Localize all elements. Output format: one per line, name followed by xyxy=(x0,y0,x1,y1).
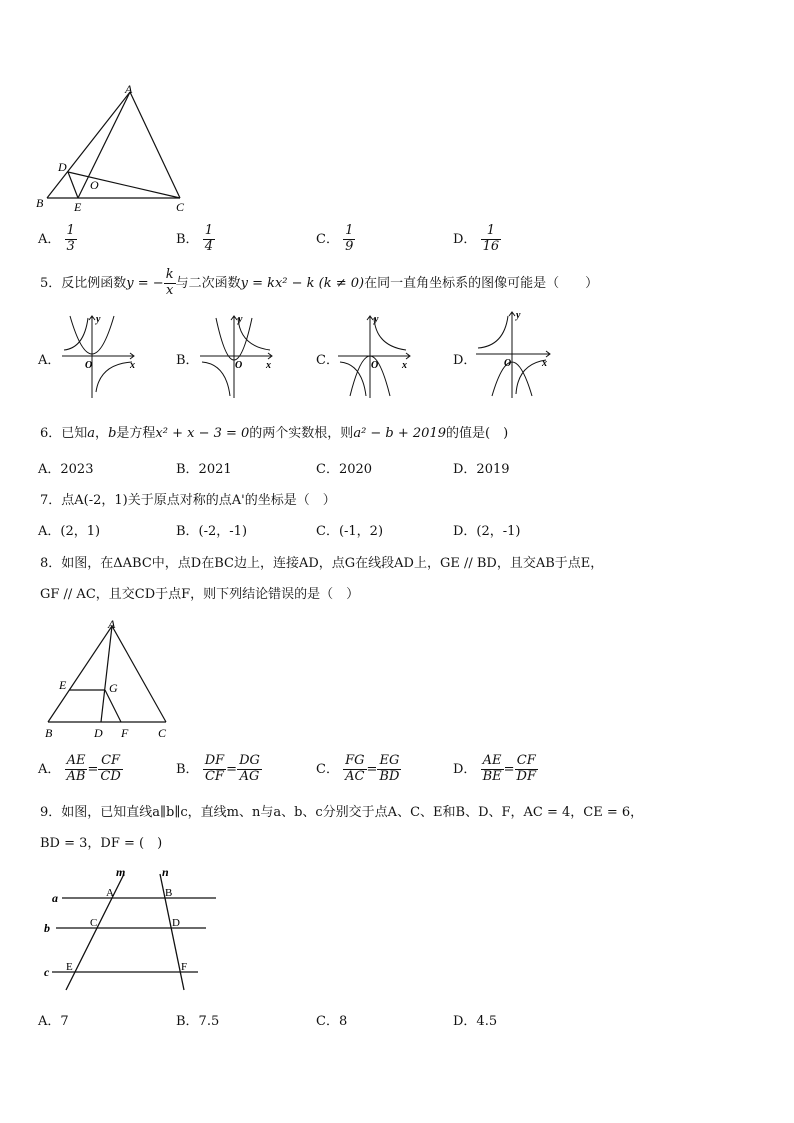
q5-option-a[interactable]: A． xyxy=(38,353,61,368)
svg-text:B: B xyxy=(45,726,53,740)
q7-option-c[interactable]: C．(-1，2) xyxy=(316,524,384,539)
q4-option-a[interactable]: A． $\frac{1}{3}$ xyxy=(38,223,75,254)
q5-graph-a xyxy=(60,312,140,402)
q5-option-b[interactable]: B． xyxy=(176,353,199,368)
q8-stem-line2: GF // AC，且交CD于点F，则下列结论错误的是（ ） xyxy=(40,587,360,602)
q6-option-c[interactable]: C．2020 xyxy=(316,462,373,477)
q8-option-a[interactable]: A． $\frac{AE}{AB}$ = $\frac{CF}{CD}$ xyxy=(38,753,121,784)
svg-text:E: E xyxy=(66,961,73,973)
svg-text:F: F xyxy=(181,961,188,973)
svg-text:x: x xyxy=(130,360,135,371)
svg-text:y: y xyxy=(96,314,101,325)
q4-label-e: E xyxy=(74,200,82,214)
svg-text:O: O xyxy=(371,360,379,371)
q7-option-a[interactable]: A．(2，1) xyxy=(38,524,101,539)
q4-label-d: D xyxy=(58,160,67,174)
q8-option-b[interactable]: B． $\frac{DF}{CF}$ = $\frac{DG}{AG}$ xyxy=(176,753,260,784)
svg-text:n: n xyxy=(162,865,169,879)
svg-text:y: y xyxy=(374,314,379,325)
svg-text:D: D xyxy=(94,726,103,740)
svg-text:C: C xyxy=(158,726,167,740)
svg-text:F: F xyxy=(121,726,129,740)
svg-text:E: E xyxy=(59,678,67,692)
q4-option-c[interactable]: C． $\frac{1}{9}$ xyxy=(316,223,354,254)
q8-option-c[interactable]: C． $\frac{FG}{AC}$ = $\frac{EG}{BD}$ xyxy=(316,753,400,784)
q5-graph-d xyxy=(474,308,554,402)
q4-option-d[interactable]: D． $\frac{1}{16}$ xyxy=(453,223,500,254)
q9-option-b[interactable]: B．7.5 xyxy=(176,1014,220,1029)
q7-option-d[interactable]: D．(2，-1) xyxy=(453,524,521,539)
svg-text:C: C xyxy=(90,917,98,929)
q9-parallel-lines-figure xyxy=(38,864,228,999)
svg-text:x: x xyxy=(266,360,271,371)
q4-label-b: B xyxy=(36,196,44,210)
q5-option-c[interactable]: C． xyxy=(316,353,339,368)
q9-option-c[interactable]: C．8 xyxy=(316,1014,348,1029)
svg-text:A: A xyxy=(106,887,114,899)
q6-option-b[interactable]: B．2021 xyxy=(176,462,232,477)
q4-label-c: C xyxy=(176,200,185,214)
q7-option-b[interactable]: B．(-2，-1) xyxy=(176,524,248,539)
svg-text:a: a xyxy=(52,891,58,905)
q4-option-b[interactable]: B． $\frac{1}{4}$ xyxy=(176,223,213,254)
q8-stem-line1: 8．如图，在ΔABC中，点D在BC边上，连接AD，点G在线段AD上，GE // BD，且交AB于点E， xyxy=(40,556,604,571)
q4-triangle-figure xyxy=(30,80,200,215)
svg-text:y: y xyxy=(238,314,243,325)
svg-text:b: b xyxy=(44,921,50,935)
q9-stem-line1: 9．如图，已知直线a∥b∥c，直线m、n与a、b、c分别交于点A、C、E和B、D、F，AC = 4，CE = 6， xyxy=(40,805,644,820)
q9-stem-line2: BD = 3，DF = ( ) xyxy=(40,836,163,851)
q6-stem: 6．已知a，b是方程x² + x − 3 = 0的两个实数根，则a² − b + 2019的值是( ) xyxy=(40,426,509,441)
svg-text:A: A xyxy=(108,617,116,631)
svg-text:O: O xyxy=(85,360,93,371)
q6-option-a[interactable]: A．2023 xyxy=(38,462,94,477)
svg-text:O: O xyxy=(504,358,512,369)
q5-stem: 5．反比例函数y = − $\frac{k}{x}$ 与二次函数y = kx² − k (k ≠ 0)在同一直角坐标系的图像可能是（ ） xyxy=(40,267,599,298)
svg-text:x: x xyxy=(402,360,407,371)
q6-option-d[interactable]: D．2019 xyxy=(453,462,510,477)
svg-text:m: m xyxy=(116,865,126,879)
svg-text:D: D xyxy=(172,917,180,929)
q9-option-a[interactable]: A．7 xyxy=(38,1014,69,1029)
q9-option-d[interactable]: D．4.5 xyxy=(453,1014,498,1029)
q5-graph-b xyxy=(198,312,278,402)
q8-triangle-figure xyxy=(38,614,178,744)
q5-graph-c xyxy=(336,312,416,402)
q4-label-o: O xyxy=(90,178,99,192)
q4-label-a: A xyxy=(125,82,133,96)
svg-text:O: O xyxy=(235,360,243,371)
svg-text:G: G xyxy=(109,681,118,695)
svg-text:x: x xyxy=(542,358,547,369)
q7-stem: 7．点A(-2，1)关于原点对称的点A'的坐标是（ ） xyxy=(40,493,336,508)
q5-option-d[interactable]: D． xyxy=(453,353,477,368)
svg-text:y: y xyxy=(516,310,521,321)
svg-text:c: c xyxy=(44,965,50,979)
q8-option-d[interactable]: D． $\frac{AE}{BE}$ = $\frac{CF}{DF}$ xyxy=(453,753,536,784)
svg-text:B: B xyxy=(165,887,173,899)
